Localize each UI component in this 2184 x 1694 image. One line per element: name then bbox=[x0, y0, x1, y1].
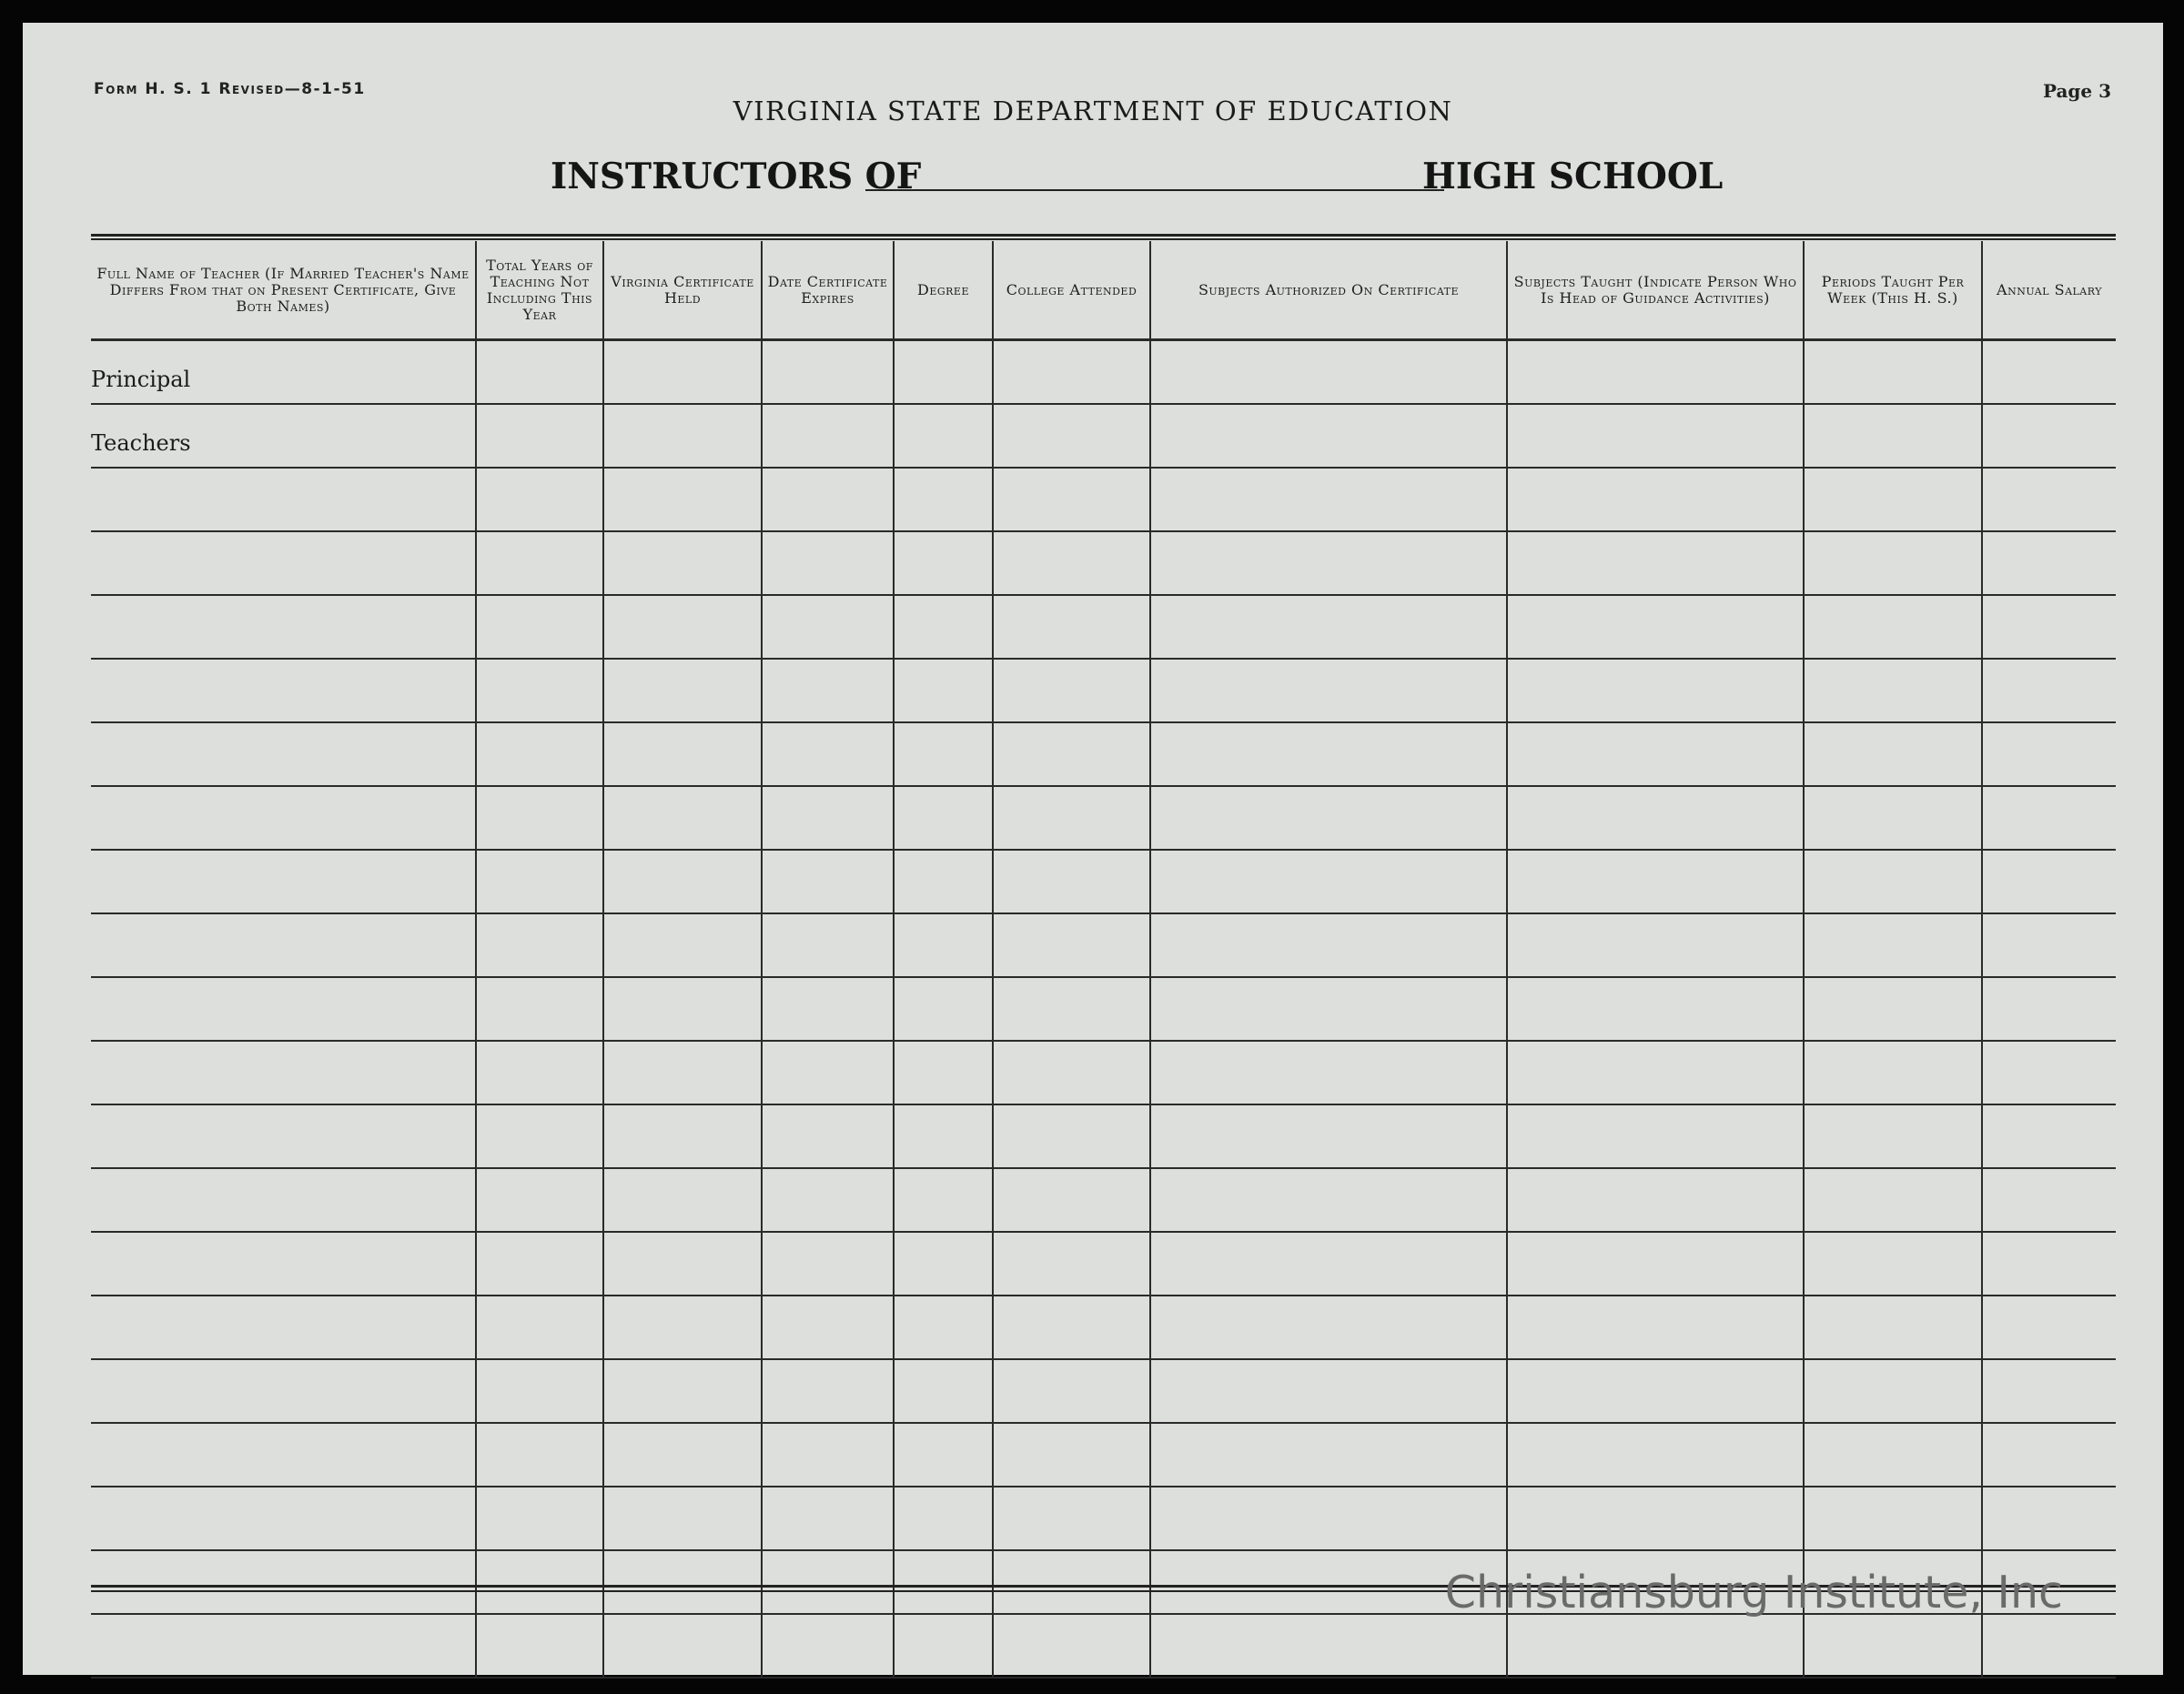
table-cell[interactable] bbox=[91, 722, 476, 786]
table-cell[interactable] bbox=[476, 913, 603, 977]
header-total-years: Total Years of Teaching Not Including This Year bbox=[476, 241, 603, 340]
table-cell[interactable] bbox=[1804, 595, 1982, 659]
table-cell[interactable] bbox=[91, 468, 476, 531]
table-cell[interactable] bbox=[1507, 850, 1804, 913]
table-cell[interactable] bbox=[603, 1614, 762, 1678]
table-cell[interactable] bbox=[1150, 1359, 1507, 1423]
table-cell[interactable] bbox=[1507, 468, 1804, 531]
table-row bbox=[91, 913, 2116, 977]
header-full-name: Full Name of Teacher (If Married Teacher's Name Differs From that on Present Certificate, Give Both Names) bbox=[91, 241, 476, 340]
table-cell[interactable] bbox=[1150, 977, 1507, 1041]
table-cell[interactable] bbox=[1982, 1359, 2116, 1423]
table-cell[interactable] bbox=[993, 913, 1150, 977]
table-cell[interactable] bbox=[91, 531, 476, 595]
header-virginia-certificate: Virginia Certificate Held bbox=[603, 241, 762, 340]
table-row bbox=[91, 595, 2116, 659]
table-cell[interactable] bbox=[1804, 659, 1982, 722]
table-row bbox=[91, 722, 2116, 786]
table-cell[interactable] bbox=[91, 913, 476, 977]
table-cell[interactable] bbox=[1804, 1423, 1982, 1487]
form-id: Form H. S. 1 Revised—8-1-51 bbox=[94, 80, 366, 98]
table-cell[interactable] bbox=[894, 1487, 993, 1550]
table-cell[interactable] bbox=[603, 595, 762, 659]
table-cell[interactable] bbox=[1804, 531, 1982, 595]
table-cell[interactable] bbox=[603, 850, 762, 913]
table-cell[interactable] bbox=[476, 1423, 603, 1487]
table-cell[interactable] bbox=[762, 1168, 894, 1232]
table-cell[interactable] bbox=[1150, 1614, 1507, 1678]
table-cell[interactable] bbox=[1982, 786, 2116, 850]
table-cell[interactable] bbox=[894, 531, 993, 595]
table-row bbox=[91, 1296, 2116, 1359]
table-cell[interactable] bbox=[1804, 404, 1982, 468]
table-row bbox=[91, 404, 2116, 468]
table-cell[interactable] bbox=[1150, 1041, 1507, 1104]
table-cell[interactable] bbox=[1804, 1359, 1982, 1423]
table-cell[interactable] bbox=[91, 786, 476, 850]
table-cell[interactable] bbox=[1982, 531, 2116, 595]
table-cell[interactable] bbox=[91, 659, 476, 722]
table-row bbox=[91, 1104, 2116, 1168]
title-left: INSTRUCTORS OF bbox=[551, 156, 922, 197]
table-cell[interactable] bbox=[894, 1232, 993, 1296]
table-cell[interactable] bbox=[1507, 1232, 1804, 1296]
table-cell[interactable] bbox=[762, 1041, 894, 1104]
table-cell[interactable] bbox=[476, 1232, 603, 1296]
table-cell[interactable] bbox=[894, 1614, 993, 1678]
table-cell[interactable] bbox=[1507, 1359, 1804, 1423]
table-row bbox=[91, 1168, 2116, 1232]
table-cell[interactable] bbox=[894, 1104, 993, 1168]
table-cell[interactable] bbox=[91, 1168, 476, 1232]
table-cell[interactable] bbox=[476, 786, 603, 850]
table-cell[interactable] bbox=[476, 850, 603, 913]
table-cell[interactable] bbox=[762, 468, 894, 531]
top-rule bbox=[91, 234, 2116, 237]
table-cell[interactable] bbox=[603, 1487, 762, 1550]
table-cell[interactable] bbox=[1150, 722, 1507, 786]
table-cell[interactable] bbox=[1804, 1168, 1982, 1232]
table-cell[interactable] bbox=[1507, 1423, 1804, 1487]
table-cell[interactable] bbox=[993, 1168, 1150, 1232]
table-cell[interactable] bbox=[1507, 659, 1804, 722]
table-cell[interactable] bbox=[603, 913, 762, 977]
table-cell[interactable] bbox=[1804, 340, 1982, 405]
table-cell[interactable] bbox=[91, 1359, 476, 1423]
table-cell[interactable] bbox=[476, 1487, 603, 1550]
row-label-teachers: Teachers bbox=[91, 430, 191, 456]
table-cell[interactable] bbox=[993, 722, 1150, 786]
table-cell[interactable] bbox=[603, 404, 762, 468]
table-cell[interactable] bbox=[1507, 1104, 1804, 1168]
table-cell[interactable] bbox=[1507, 531, 1804, 595]
table-cell[interactable] bbox=[1507, 340, 1804, 405]
table-cell[interactable] bbox=[1982, 977, 2116, 1041]
table-cell[interactable] bbox=[91, 1423, 476, 1487]
table-cell[interactable] bbox=[1507, 1041, 1804, 1104]
table-cell[interactable] bbox=[1804, 1041, 1982, 1104]
table-cell[interactable] bbox=[894, 1168, 993, 1232]
table-cell[interactable] bbox=[603, 977, 762, 1041]
table-cell[interactable] bbox=[603, 1104, 762, 1168]
table-cell[interactable] bbox=[476, 468, 603, 531]
table-cell[interactable] bbox=[1150, 340, 1507, 405]
row-label-cell bbox=[91, 404, 476, 468]
table-cell[interactable] bbox=[1150, 595, 1507, 659]
table-row bbox=[91, 531, 2116, 595]
table-cell[interactable] bbox=[894, 977, 993, 1041]
table-cell[interactable] bbox=[1982, 1041, 2116, 1104]
table-cell[interactable] bbox=[476, 1104, 603, 1168]
table-cell[interactable] bbox=[1507, 1296, 1804, 1359]
table-cell[interactable] bbox=[894, 1550, 993, 1614]
table-cell[interactable] bbox=[1982, 1168, 2116, 1232]
header-degree: Degree bbox=[894, 241, 993, 340]
table-cell[interactable] bbox=[762, 913, 894, 977]
table-cell[interactable] bbox=[762, 340, 894, 405]
table-cell[interactable] bbox=[1804, 1614, 1982, 1678]
table-cell[interactable] bbox=[993, 595, 1150, 659]
table-cell[interactable] bbox=[1982, 404, 2116, 468]
table-cell[interactable] bbox=[1150, 786, 1507, 850]
table-cell[interactable] bbox=[762, 1423, 894, 1487]
table-cell[interactable] bbox=[1982, 850, 2116, 913]
table-cell[interactable] bbox=[91, 1041, 476, 1104]
table-cell[interactable] bbox=[894, 404, 993, 468]
table-cell[interactable] bbox=[1804, 1104, 1982, 1168]
table-cell[interactable] bbox=[1150, 1296, 1507, 1359]
table-cell[interactable] bbox=[762, 1359, 894, 1423]
table-cell[interactable] bbox=[1507, 1614, 1804, 1678]
table-cell[interactable] bbox=[762, 659, 894, 722]
header-subjects-taught: Subjects Taught (Indicate Person Who Is Head of Guidance Activities) bbox=[1507, 241, 1804, 340]
table-cell[interactable] bbox=[91, 1232, 476, 1296]
table-cell[interactable] bbox=[1982, 1104, 2116, 1168]
table-cell[interactable] bbox=[603, 786, 762, 850]
form-page bbox=[23, 23, 2163, 1675]
table-cell[interactable] bbox=[1150, 1168, 1507, 1232]
table-cell[interactable] bbox=[1982, 340, 2116, 405]
table-cell[interactable] bbox=[894, 468, 993, 531]
table-cell[interactable] bbox=[1507, 977, 1804, 1041]
table-cell[interactable] bbox=[91, 977, 476, 1041]
table-row bbox=[91, 850, 2116, 913]
table-cell[interactable] bbox=[762, 1232, 894, 1296]
table-cell[interactable] bbox=[993, 468, 1150, 531]
department-heading: VIRGINIA STATE DEPARTMENT OF EDUCATION bbox=[733, 96, 1453, 126]
table-cell[interactable] bbox=[1804, 913, 1982, 977]
table-row bbox=[91, 786, 2116, 850]
table-cell[interactable] bbox=[1982, 722, 2116, 786]
table-cell[interactable] bbox=[762, 786, 894, 850]
table-row bbox=[91, 1487, 2116, 1550]
table-cell[interactable] bbox=[762, 1614, 894, 1678]
table-cell[interactable] bbox=[1982, 1423, 2116, 1487]
table-row bbox=[91, 1359, 2116, 1423]
table-cell[interactable] bbox=[1982, 595, 2116, 659]
table-cell[interactable] bbox=[762, 595, 894, 659]
table-cell[interactable] bbox=[603, 1423, 762, 1487]
table-cell[interactable] bbox=[993, 404, 1150, 468]
table-row bbox=[91, 1041, 2116, 1104]
title-right: HIGH SCHOOL bbox=[1422, 156, 1724, 197]
table-cell[interactable] bbox=[476, 340, 603, 405]
table-cell[interactable] bbox=[894, 1359, 993, 1423]
table-cell[interactable] bbox=[1150, 913, 1507, 977]
table-cell[interactable] bbox=[603, 659, 762, 722]
table-row bbox=[91, 1423, 2116, 1487]
table-cell[interactable] bbox=[762, 722, 894, 786]
table-body bbox=[91, 340, 2116, 1679]
table-cell[interactable] bbox=[894, 1296, 993, 1359]
header-row bbox=[91, 241, 2116, 340]
table-cell[interactable] bbox=[476, 1041, 603, 1104]
table-cell[interactable] bbox=[762, 404, 894, 468]
table-cell[interactable] bbox=[762, 1487, 894, 1550]
table-cell[interactable] bbox=[603, 1232, 762, 1296]
table-cell[interactable] bbox=[1804, 850, 1982, 913]
table-cell[interactable] bbox=[1982, 1614, 2116, 1678]
table-cell[interactable] bbox=[603, 1168, 762, 1232]
header-periods-taught: Periods Taught Per Week (This H. S.) bbox=[1804, 241, 1982, 340]
header-annual-salary: Annual Salary bbox=[1982, 241, 2116, 340]
table-cell[interactable] bbox=[1507, 404, 1804, 468]
table-cell[interactable] bbox=[476, 659, 603, 722]
table-cell[interactable] bbox=[603, 468, 762, 531]
table-cell[interactable] bbox=[993, 977, 1150, 1041]
table-cell[interactable] bbox=[762, 1550, 894, 1614]
table-cell[interactable] bbox=[993, 531, 1150, 595]
table-cell[interactable] bbox=[1804, 786, 1982, 850]
table-cell[interactable] bbox=[894, 786, 993, 850]
table-cell[interactable] bbox=[603, 1041, 762, 1104]
table-cell[interactable] bbox=[993, 1423, 1150, 1487]
table-cell[interactable] bbox=[993, 1232, 1150, 1296]
table-cell[interactable] bbox=[993, 1614, 1150, 1678]
table-cell[interactable] bbox=[91, 1614, 476, 1678]
table-cell[interactable] bbox=[894, 340, 993, 405]
table-cell[interactable] bbox=[1150, 1104, 1507, 1168]
table-cell[interactable] bbox=[603, 531, 762, 595]
table-cell[interactable] bbox=[1982, 659, 2116, 722]
table-cell[interactable] bbox=[476, 404, 603, 468]
table-cell[interactable] bbox=[1150, 659, 1507, 722]
table-cell[interactable] bbox=[1804, 722, 1982, 786]
table-cell[interactable] bbox=[1507, 595, 1804, 659]
table-cell[interactable] bbox=[476, 1168, 603, 1232]
table-cell[interactable] bbox=[1982, 1487, 2116, 1550]
table-cell[interactable] bbox=[603, 1296, 762, 1359]
table-cell[interactable] bbox=[91, 850, 476, 913]
table-cell[interactable] bbox=[1150, 404, 1507, 468]
table-row bbox=[91, 340, 2116, 405]
table-cell[interactable] bbox=[894, 659, 993, 722]
table-cell[interactable] bbox=[1804, 468, 1982, 531]
table-cell[interactable] bbox=[1507, 722, 1804, 786]
table-cell[interactable] bbox=[894, 913, 993, 977]
table-cell[interactable] bbox=[894, 850, 993, 913]
table-cell[interactable] bbox=[993, 1550, 1150, 1614]
table-cell[interactable] bbox=[476, 531, 603, 595]
table-cell[interactable] bbox=[993, 1359, 1150, 1423]
row-label-principal: Principal bbox=[91, 367, 191, 392]
table-row bbox=[91, 977, 2116, 1041]
table-cell[interactable] bbox=[993, 1487, 1150, 1550]
table-cell[interactable] bbox=[476, 1614, 603, 1678]
table-cell[interactable] bbox=[993, 1296, 1150, 1359]
table-cell[interactable] bbox=[1804, 1487, 1982, 1550]
table-cell[interactable] bbox=[1507, 913, 1804, 977]
table-cell[interactable] bbox=[1150, 1232, 1507, 1296]
table-cell[interactable] bbox=[993, 340, 1150, 405]
table-cell[interactable] bbox=[1804, 1296, 1982, 1359]
table-cell[interactable] bbox=[91, 1296, 476, 1359]
table-cell[interactable] bbox=[1804, 977, 1982, 1041]
page-number: Page 3 bbox=[2042, 80, 2111, 102]
table-row bbox=[91, 1232, 2116, 1296]
table-cell[interactable] bbox=[894, 1041, 993, 1104]
header-subjects-authorized: Subjects Authorized On Certificate bbox=[1150, 241, 1507, 340]
table-cell[interactable] bbox=[762, 1296, 894, 1359]
watermark: Christiansburg Institute, Inc bbox=[1444, 1567, 2063, 1618]
table-cell[interactable] bbox=[476, 977, 603, 1041]
table-cell[interactable] bbox=[1150, 468, 1507, 531]
table-cell[interactable] bbox=[1982, 913, 2116, 977]
table-cell[interactable] bbox=[762, 977, 894, 1041]
table-cell[interactable] bbox=[1982, 468, 2116, 531]
table-cell[interactable] bbox=[603, 340, 762, 405]
table-cell[interactable] bbox=[894, 1423, 993, 1487]
table-cell[interactable] bbox=[894, 722, 993, 786]
table-cell[interactable] bbox=[476, 722, 603, 786]
table-cell[interactable] bbox=[476, 1359, 603, 1423]
table-cell[interactable] bbox=[603, 1359, 762, 1423]
table-cell[interactable] bbox=[91, 1104, 476, 1168]
table-cell[interactable] bbox=[1150, 850, 1507, 913]
table-cell[interactable] bbox=[1507, 786, 1804, 850]
table-cell[interactable] bbox=[476, 1296, 603, 1359]
table-row bbox=[91, 1614, 2116, 1678]
table-cell[interactable] bbox=[894, 595, 993, 659]
table-cell[interactable] bbox=[91, 595, 476, 659]
table-cell[interactable] bbox=[993, 659, 1150, 722]
table-cell[interactable] bbox=[993, 1104, 1150, 1168]
table-cell[interactable] bbox=[476, 595, 603, 659]
instructors-table bbox=[91, 241, 2116, 1679]
table-cell[interactable] bbox=[1150, 1487, 1507, 1550]
table-cell[interactable] bbox=[1804, 1232, 1982, 1296]
table-cell[interactable] bbox=[993, 850, 1150, 913]
row-label-cell bbox=[91, 340, 476, 405]
table-cell[interactable] bbox=[993, 786, 1150, 850]
header-date-expires: Date Certificate Expires bbox=[762, 241, 894, 340]
table-cell[interactable] bbox=[1507, 1168, 1804, 1232]
table-cell[interactable] bbox=[762, 850, 894, 913]
school-name-blank bbox=[865, 189, 1444, 191]
table-cell[interactable] bbox=[1150, 531, 1507, 595]
table-row bbox=[91, 659, 2116, 722]
table-cell[interactable] bbox=[1507, 1487, 1804, 1550]
table-cell[interactable] bbox=[603, 722, 762, 786]
table-cell[interactable] bbox=[603, 1550, 762, 1614]
table-cell[interactable] bbox=[1982, 1232, 2116, 1296]
table-cell[interactable] bbox=[91, 1487, 476, 1550]
table-cell[interactable] bbox=[993, 1041, 1150, 1104]
table-cell[interactable] bbox=[762, 531, 894, 595]
top-rule-inner bbox=[91, 238, 2116, 240]
table-cell[interactable] bbox=[1150, 1423, 1507, 1487]
table-cell[interactable] bbox=[1982, 1296, 2116, 1359]
header-college: College Attended bbox=[993, 241, 1150, 340]
table-row bbox=[91, 468, 2116, 531]
table-cell[interactable] bbox=[476, 1550, 603, 1614]
table-cell[interactable] bbox=[762, 1104, 894, 1168]
table-cell[interactable] bbox=[91, 1550, 476, 1614]
